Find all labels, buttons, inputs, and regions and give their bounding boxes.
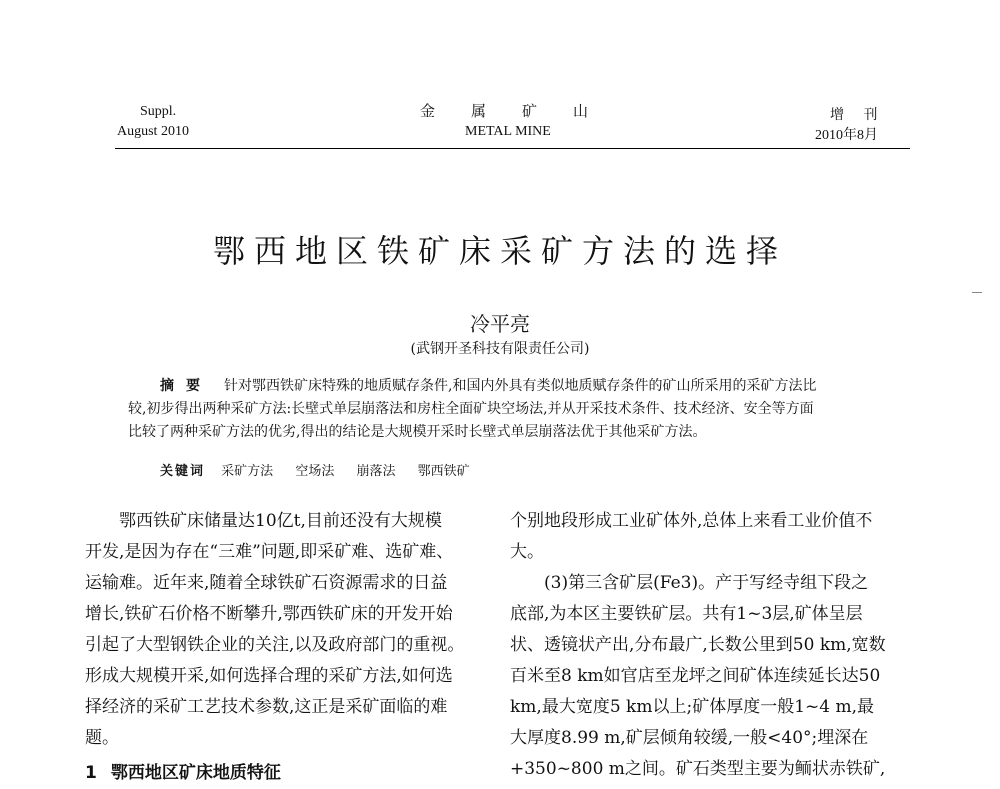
body-line: 引起了大型钢铁企业的关注,以及政府部门的重视。: [85, 635, 465, 655]
journal-supplement-label: Suppl.: [140, 104, 177, 119]
keyword: 空场法: [295, 464, 335, 479]
body-line: 大。: [510, 542, 544, 562]
body-line: 百米至8 km如官店至龙坪之间矿体连续延长达50: [510, 666, 881, 686]
abstract-line: 比较了两种采矿方法的优劣,得出的结论是大规模开采时长壁式单层崩落法优于其他采矿方法。: [128, 424, 707, 440]
keywords: [160, 460, 488, 479]
body-line: 底部,为本区主要铁矿层。共有1~3层,矿体呈层: [510, 604, 863, 624]
abstract-line: [128, 375, 888, 398]
left-column: [85, 506, 490, 789]
body-line: 鄂西铁矿床储量达10亿t,目前还没有大规模: [119, 511, 442, 531]
body-line: 大厚度8.99 m,矿层倾角较缓,一般<40°;埋深在: [510, 728, 869, 748]
margin-mark: [972, 292, 982, 293]
journal-name-en: METAL MINE: [465, 124, 551, 139]
abstract: [128, 375, 888, 444]
abstract-line: 较,初步得出两种采矿方法:长壁式单层崩落法和房柱全面矿块空场法,并从开采技术条件、技术经济、安全等方面: [128, 401, 814, 417]
keyword: 崩落法: [356, 464, 396, 479]
journal-supplement-cn: 增 刊: [830, 108, 886, 123]
body-line: km,最大宽度5 km以上;矿体厚度一般1~4 m,最: [510, 697, 874, 717]
journal-issue-date: August 2010: [117, 124, 189, 139]
keywords-label: 关键词: [160, 464, 206, 479]
right-column: [510, 506, 915, 785]
section-heading: [85, 758, 490, 789]
paper-title: 鄂西地区铁矿床采矿方法的选择: [212, 232, 787, 270]
body-line: 择经济的采矿工艺技术参数,这正是采矿面临的难: [85, 697, 448, 717]
body-line: 增长,铁矿石价格不断攀升,鄂西铁矿床的开发开始: [85, 604, 453, 624]
section-title: 鄂西地区矿床地质特征: [110, 763, 281, 783]
journal-date-cn: 2010年8月: [815, 128, 878, 143]
body-line: (3)第三含矿层(Fe3)。产于写经寺组下段之: [544, 573, 869, 593]
body-line: 个别地段形成工业矿体外,总体上来看工业价值不: [510, 511, 873, 531]
header-rule: [115, 148, 910, 149]
section-number: 1: [85, 763, 97, 783]
journal-name-cn: 金属矿山: [420, 102, 625, 120]
abstract-label: 摘要: [160, 378, 212, 394]
paper-author: 冷平亮: [470, 312, 530, 336]
body-line: +350~800 m之间。矿石类型主要为鲕状赤铁矿,: [510, 759, 886, 779]
keyword: 采矿方法: [221, 464, 274, 479]
abstract-text: 针对鄂西铁矿床特殊的地质赋存条件,和国内外具有类似地质赋存条件的矿山所采用的采矿方法比: [224, 378, 817, 394]
author-affiliation: (武钢开圣科技有限责任公司): [410, 341, 590, 357]
body-line: 形成大规模开采,如何选择合理的采矿方法,如何选: [85, 666, 453, 686]
body-line: 运输难。近年来,随着全球铁矿石资源需求的日益: [85, 573, 448, 593]
body-line: 题。: [85, 728, 119, 748]
body-line: 状、透镜状产出,分布最广,长数公里到50 km,宽数: [510, 635, 886, 655]
keyword: 鄂西铁矿: [417, 464, 470, 479]
body-line: 开发,是因为存在“三难”问题,即采矿难、选矿难、: [85, 542, 454, 562]
